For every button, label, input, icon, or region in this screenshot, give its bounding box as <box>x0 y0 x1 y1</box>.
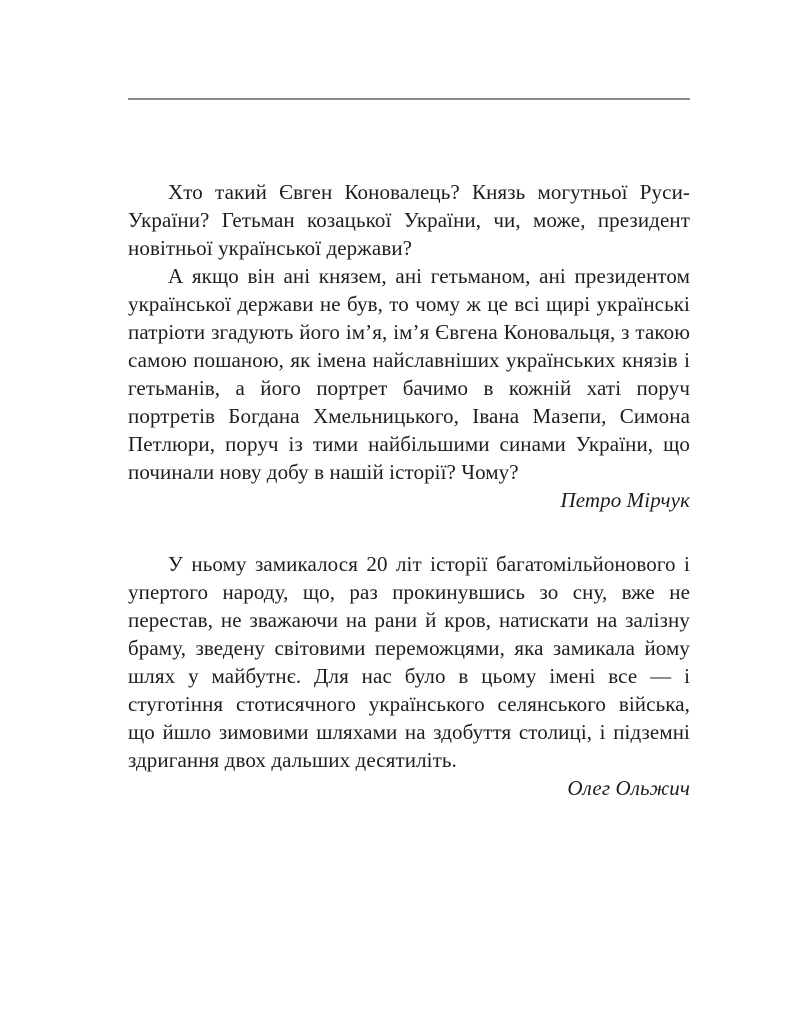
quote-attribution: Олег Ольжич <box>567 776 690 800</box>
epigraph-quote-2 <box>128 550 690 802</box>
header-rule-divider <box>128 98 690 100</box>
quote-paragraph: А якщо він ані князем, ані гетьманом, ані президентом української держави не був, то чому ж це всі щирі українські патріоти згадують його ім’я, ім’я Євгена Коновальця, з такою самою пошаною, як імена найславніших українських князів і гетьманів, а його портрет бачимо в кожній хаті поруч портретів Богдана Хмельницького, Івана Мазепи, Симона Петлюри, поруч із тими найбільшими синами України, що починали нову добу в нашій історії? Чому? <box>128 264 690 484</box>
quote-paragraph: Хто такий Євген Коновалець? Князь могутньої Руси-України? Гетьман козацької України, чи, може, президент новітньої української держави? <box>128 180 690 260</box>
epigraph-quote-1 <box>128 178 690 514</box>
quote-attribution: Петро Мірчук <box>560 488 690 512</box>
page-content <box>128 178 690 802</box>
quote-paragraph: У ньому замикалося 20 літ історії багатомільйонового і упертого народу, що, раз прокинувшись зо сну, вже не перестав, не зважаючи на рани й кров, натискати на залізну браму, зведену світовими переможцями, яка замикала йому шлях у майбутнє. Для нас було в цьому імені все — і стуготіння стотисячного українського селянського війська, що йшло зимовими шляхами на здобуття столиці, і підземні здригання двох дальших десятиліть. <box>128 552 690 772</box>
